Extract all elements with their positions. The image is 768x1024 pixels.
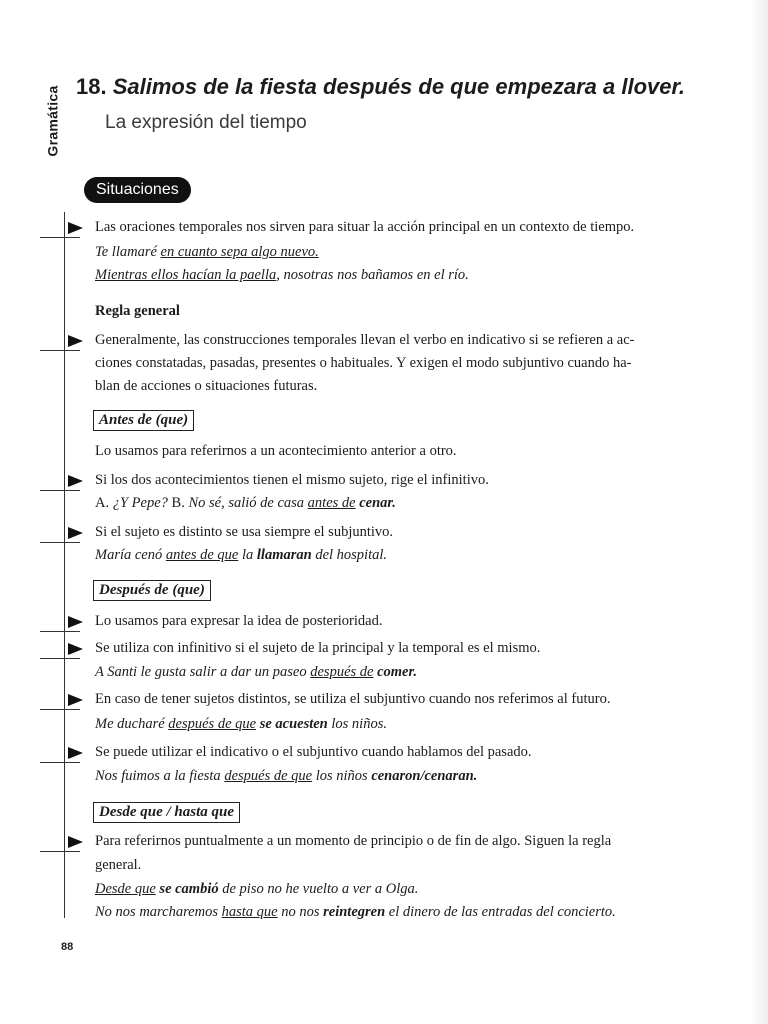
- antes-bullet: Si los dos acontecimientos tienen el mismo sujeto, rige el infinitivo.: [95, 472, 489, 488]
- chapter-subtitle: La expresión del tiempo: [105, 112, 307, 133]
- margin-tick: [40, 490, 80, 491]
- antes-bullet: Si el sujeto es distinto se usa siempre el subjuntivo.: [95, 524, 394, 540]
- margin-vertical-line: [64, 212, 65, 918]
- bullet-arrow-icon: [68, 836, 83, 848]
- example-line: Mientras ellos hacían la paella, nosotras nos bañamos en el río.: [95, 267, 469, 283]
- page-number: 88: [61, 941, 74, 953]
- regla-general-heading: Regla general: [95, 303, 180, 319]
- despues-bullet: Se puede utilizar el indicativo o el subjuntivo cuando hablamos del pasado.: [95, 744, 532, 760]
- bullet-arrow-icon: [68, 643, 83, 655]
- example-line: Me ducharé después de que se acuesten los niños.: [95, 716, 387, 732]
- desde-bullet-continued: general.: [95, 857, 142, 873]
- bullet-arrow-icon: [68, 616, 83, 628]
- example-line: María cenó antes de que la llamaran del hospital.: [95, 547, 388, 563]
- chapter-title-text: Salimos de la fiesta después de que empezara a llover.: [112, 74, 685, 99]
- boxed-heading-despues: Después de (que): [93, 580, 211, 601]
- bullet-arrow-icon: [68, 335, 83, 347]
- antes-intro: Lo usamos para referirnos a un acontecimiento anterior a otro.: [95, 443, 457, 459]
- chapter-number: 18.: [76, 74, 107, 99]
- despues-bullet: Se utiliza con infinitivo si el sujeto de la principal y la temporal es el mismo.: [95, 640, 541, 656]
- margin-tick: [40, 631, 80, 632]
- margin-tick: [40, 851, 80, 852]
- margin-tick: [40, 350, 80, 351]
- despues-bullet: En caso de tener sujetos distintos, se utiliza el subjuntivo cuando nos referimos al futuro.: [95, 691, 611, 707]
- section-pill-situaciones: Situaciones: [84, 177, 191, 203]
- chapter-title: [76, 74, 736, 100]
- example-line: A Santi le gusta salir a dar un paseo después de comer.: [95, 664, 417, 680]
- example-line: A. ¿Y Pepe? B. No sé, salió de casa antes de cenar.: [95, 495, 396, 511]
- regla-line: blan de acciones o situaciones futuras.: [95, 378, 318, 394]
- example-line: No nos marcharemos hasta que no nos reintegren el dinero de las entradas del concierto.: [95, 904, 616, 920]
- side-section-label: Gramática: [45, 85, 61, 157]
- regla-line: Generalmente, las construcciones temporales llevan el verbo en indicativo si se refieren a ac-: [95, 332, 635, 348]
- bullet-arrow-icon: [68, 747, 83, 759]
- bullet-arrow-icon: [68, 222, 83, 234]
- boxed-heading-desde-hasta: Desde que / hasta que: [93, 802, 240, 823]
- boxed-heading-antes: Antes de (que): [93, 410, 194, 431]
- desde-bullet: Para referirnos puntualmente a un momento de principio o de fin de algo. Siguen la regla: [95, 833, 612, 849]
- bullet-arrow-icon: [68, 527, 83, 539]
- margin-tick: [40, 658, 80, 659]
- example-line: Desde que se cambió de piso no he vuelto a ver a Olga.: [95, 881, 419, 897]
- margin-tick: [40, 762, 80, 763]
- intro-bullet: Las oraciones temporales nos sirven para situar la acción principal en un contexto de tiempo.: [95, 219, 635, 235]
- margin-tick: [40, 542, 80, 543]
- margin-tick: [40, 237, 80, 238]
- example-line: Nos fuimos a la fiesta después de que los niños cenaron/cenaran.: [95, 768, 478, 784]
- regla-line: ciones constatadas, pasadas, presentes o habituales. Y exigen el modo subjuntivo cuando ha-: [95, 355, 632, 371]
- example-line: Te llamaré en cuanto sepa algo nuevo.: [95, 244, 319, 260]
- bullet-arrow-icon: [68, 694, 83, 706]
- page-edge-shadow: [750, 0, 768, 1024]
- margin-tick: [40, 709, 80, 710]
- bullet-arrow-icon: [68, 475, 83, 487]
- despues-bullet: Lo usamos para expresar la idea de posterioridad.: [95, 613, 383, 629]
